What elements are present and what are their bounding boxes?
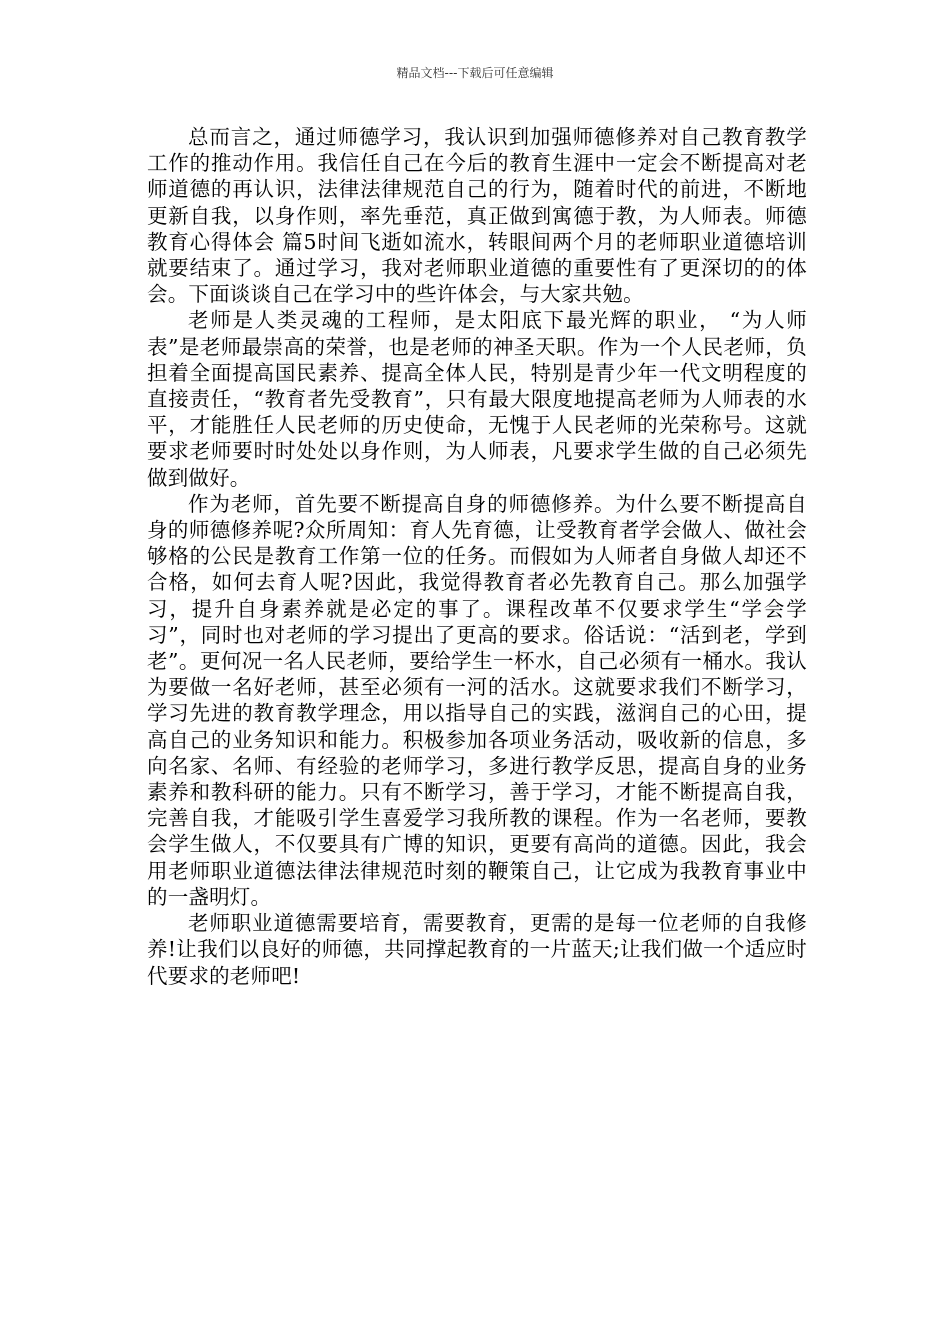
paragraph-1: 总而言之，通过师德学习，我认识到加强师德修养对自己教育教学工作的推动作用。我信任自己在今后的教育生涯中一定会不断提高对老师道德的再认识，法律法律规范自己的行为，随着时代的前进，不断地更新自我，以身作则，率先垂范，真正做到寓德于教，为人师表。师德教育心得体会 篇5时间飞逝如流水，转眼间两个月的老师职业道德培训就要结束了。通过学习，我对老师职业道德的重要性有了更深切的的体会。下面谈谈自己在学习中的些许体会，与大家共勉。 — [147, 125, 807, 307]
paragraph-2: 老师是人类灵魂的工程师，是太阳底下最光辉的职业， “为人师表”是老师最崇高的荣誉，也是老师的神圣天职。作为一个人民老师，负担着全面提高国民素养、提高全体人民，特别是青少年一代文明程度的直接责任，“教育者先受教育”，只有最大限度地提高老师为人师表的水平，才能胜任人民老师的历史使命，无愧于人民老师的光荣称号。这就要求老师要时时处处以身作则，为人师表，凡要求学生做的自己必须先做到做好。 — [147, 308, 807, 490]
document-body — [147, 124, 807, 989]
paragraph-4: 老师职业道德需要培育，需要教育，更需的是每一位老师的自我修养!让我们以良好的师德，共同撑起教育的一片蓝天;让我们做一个适应时代要求的老师吧! — [147, 911, 807, 988]
page-header: 精品文档---下载后可任意编辑 — [396, 66, 554, 80]
paragraph-3: 作为老师，首先要不断提高自身的师德修养。为什么要不断提高自身的师德修养呢?众所周知：育人先育德，让受教育者学会做人、做社会够格的公民是教育工作第一位的任务。而假如为人师者自身做人却还不合格，如何去育人呢?因此，我觉得教育者必先教育自己。那么加强学习，提升自身素养就是必定的事了。课程改革不仅要求学生“学会学习”，同时也对老师的学习提出了更高的要求。俗话说：“活到老，学到老”。更何况一名人民老师，要给学生一杯水，自己必须有一桶水。我认为要做一名好老师，甚至必须有一河的活水。这就要求我们不断学习，学习先进的教育教学理念，用以指导自己的实践，滋润自己的心田，提高自己的业务知识和能力。积极参加各项业务活动，吸收新的信息，多向名家、名师、有经验的老师学习，多进行教学反思，提高自身的业务素养和教科研的能力。只有不断学习，善于学习，才能不断提高自我，完善自我，才能吸引学生喜爱学习我所教的课程。作为一名老师，要教会学生做人，不仅要具有广博的知识，更要有高尚的道德。因此，我会用老师职业道德法律法律规范时刻的鞭策自己，让它成为我教育事业中的一盏明灯。 — [147, 491, 807, 909]
